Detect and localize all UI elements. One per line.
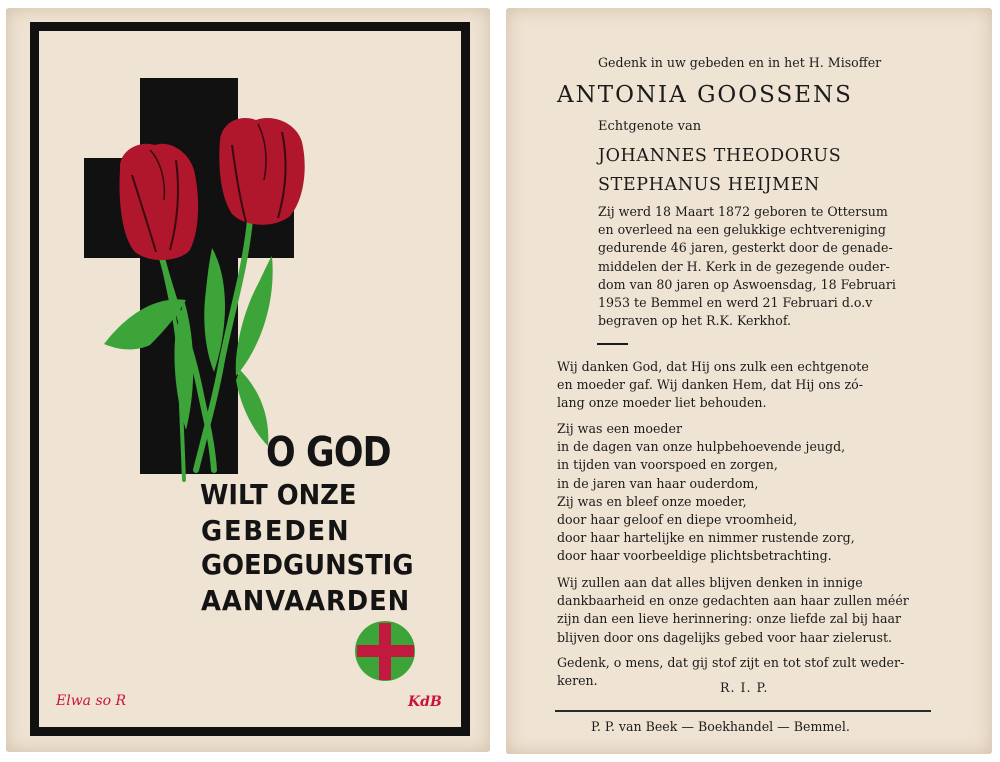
memento-line: keren.: [557, 673, 598, 689]
artist-signature-left: Elwa so R: [56, 693, 127, 709]
remembrance-paragraph: [557, 574, 909, 647]
poem-line: in tijden van voorspoed en zorgen,: [557, 457, 778, 473]
prayer-line-1: O GOD: [266, 428, 391, 476]
artist-monogram: KdB: [408, 694, 442, 710]
remembrance-line: dankbaarheid en onze gedachten aan haar zullen méér: [557, 593, 909, 609]
poem-line: door haar geloof en diepe vroomheid,: [557, 512, 798, 528]
thanks-line: Wij danken God, dat Hij ons zulk een echtgenote: [557, 359, 869, 374]
biography-line: 1953 te Bemmel en werd 21 Februari d.o.v: [598, 295, 873, 311]
footer-divider: [555, 710, 931, 712]
poem-line: Zij was en bleef onze moeder,: [557, 493, 747, 509]
thanks-line: en moeder gaf. Wij danken Hem, dat Hij ons zó-: [557, 377, 863, 393]
biography-line: middelen der H. Kerk in de gezegende ouder-: [598, 258, 890, 274]
rip-text: R. I. P.: [720, 680, 769, 695]
prayer-line-2: WILT ONZE: [200, 478, 357, 511]
tulip-icon: [219, 118, 304, 225]
poem-line: door haar voorbeeldige plichtsbetrachting.: [557, 548, 832, 564]
remembrance-line: zijn dan een lieve herinnering: onze liefde zal bij haar: [557, 611, 902, 627]
biography-line: begraven op het R.K. Kerkhof.: [598, 313, 792, 329]
section-divider: [597, 343, 628, 345]
memento-line: Gedenk, o mens, dat gij stof zijt en tot stof zult weder-: [557, 655, 905, 670]
prayer-line-5: AANVAARDEN: [201, 584, 411, 617]
remembrance-line: blijven door ons dagelijks gebed voor haar zielerust.: [557, 629, 893, 645]
spouse-name-line-1: JOHANNES THEODORUS: [598, 146, 842, 166]
biography-line: gedurende 46 jaren, gesterkt door de genade-: [598, 240, 893, 256]
poem-line: door haar hartelijke en nimmer rustende zorg,: [557, 530, 855, 546]
thanks-line: lang onze moeder liet behouden.: [557, 395, 767, 411]
biography-paragraph: [598, 203, 896, 330]
spouse-name-line-2: STEPHANUS HEIJMEN: [598, 175, 820, 195]
remembrance-line: Wij zullen aan dat alles blijven denken in innige: [557, 575, 863, 590]
tulip-icon: [120, 144, 199, 260]
poem-line: Zij was een moeder: [557, 421, 682, 436]
spouse-label: Echtgenote van: [598, 119, 702, 134]
cross-medallion-icon: [355, 621, 415, 681]
prayer-line-4: GOEDGUNSTIG: [201, 548, 414, 581]
poem-paragraph: [557, 420, 855, 566]
biography-line: dom van 80 jaren op Aswoensdag, 18 Februari: [598, 276, 896, 292]
deceased-name: ANTONIA GOOSSENS: [557, 82, 853, 108]
poem-line: in de jaren van haar ouderdom,: [557, 475, 759, 491]
poem-line: in de dagen van onze hulpbehoevende jeugd,: [557, 439, 846, 455]
intro-line: Gedenk in uw gebeden en in het H. Misoffer: [598, 55, 882, 70]
biography-line: en overleed na een gelukkige echtvereniging: [598, 222, 886, 238]
prayer-line-3: GEBEDEN: [201, 514, 351, 547]
biography-line: Zij werd 18 Maart 1872 geboren te Ottersum: [598, 204, 888, 219]
printer-footer: P. P. van Beek — Boekhandel — Bemmel.: [591, 719, 850, 734]
thanks-paragraph: [557, 358, 869, 413]
